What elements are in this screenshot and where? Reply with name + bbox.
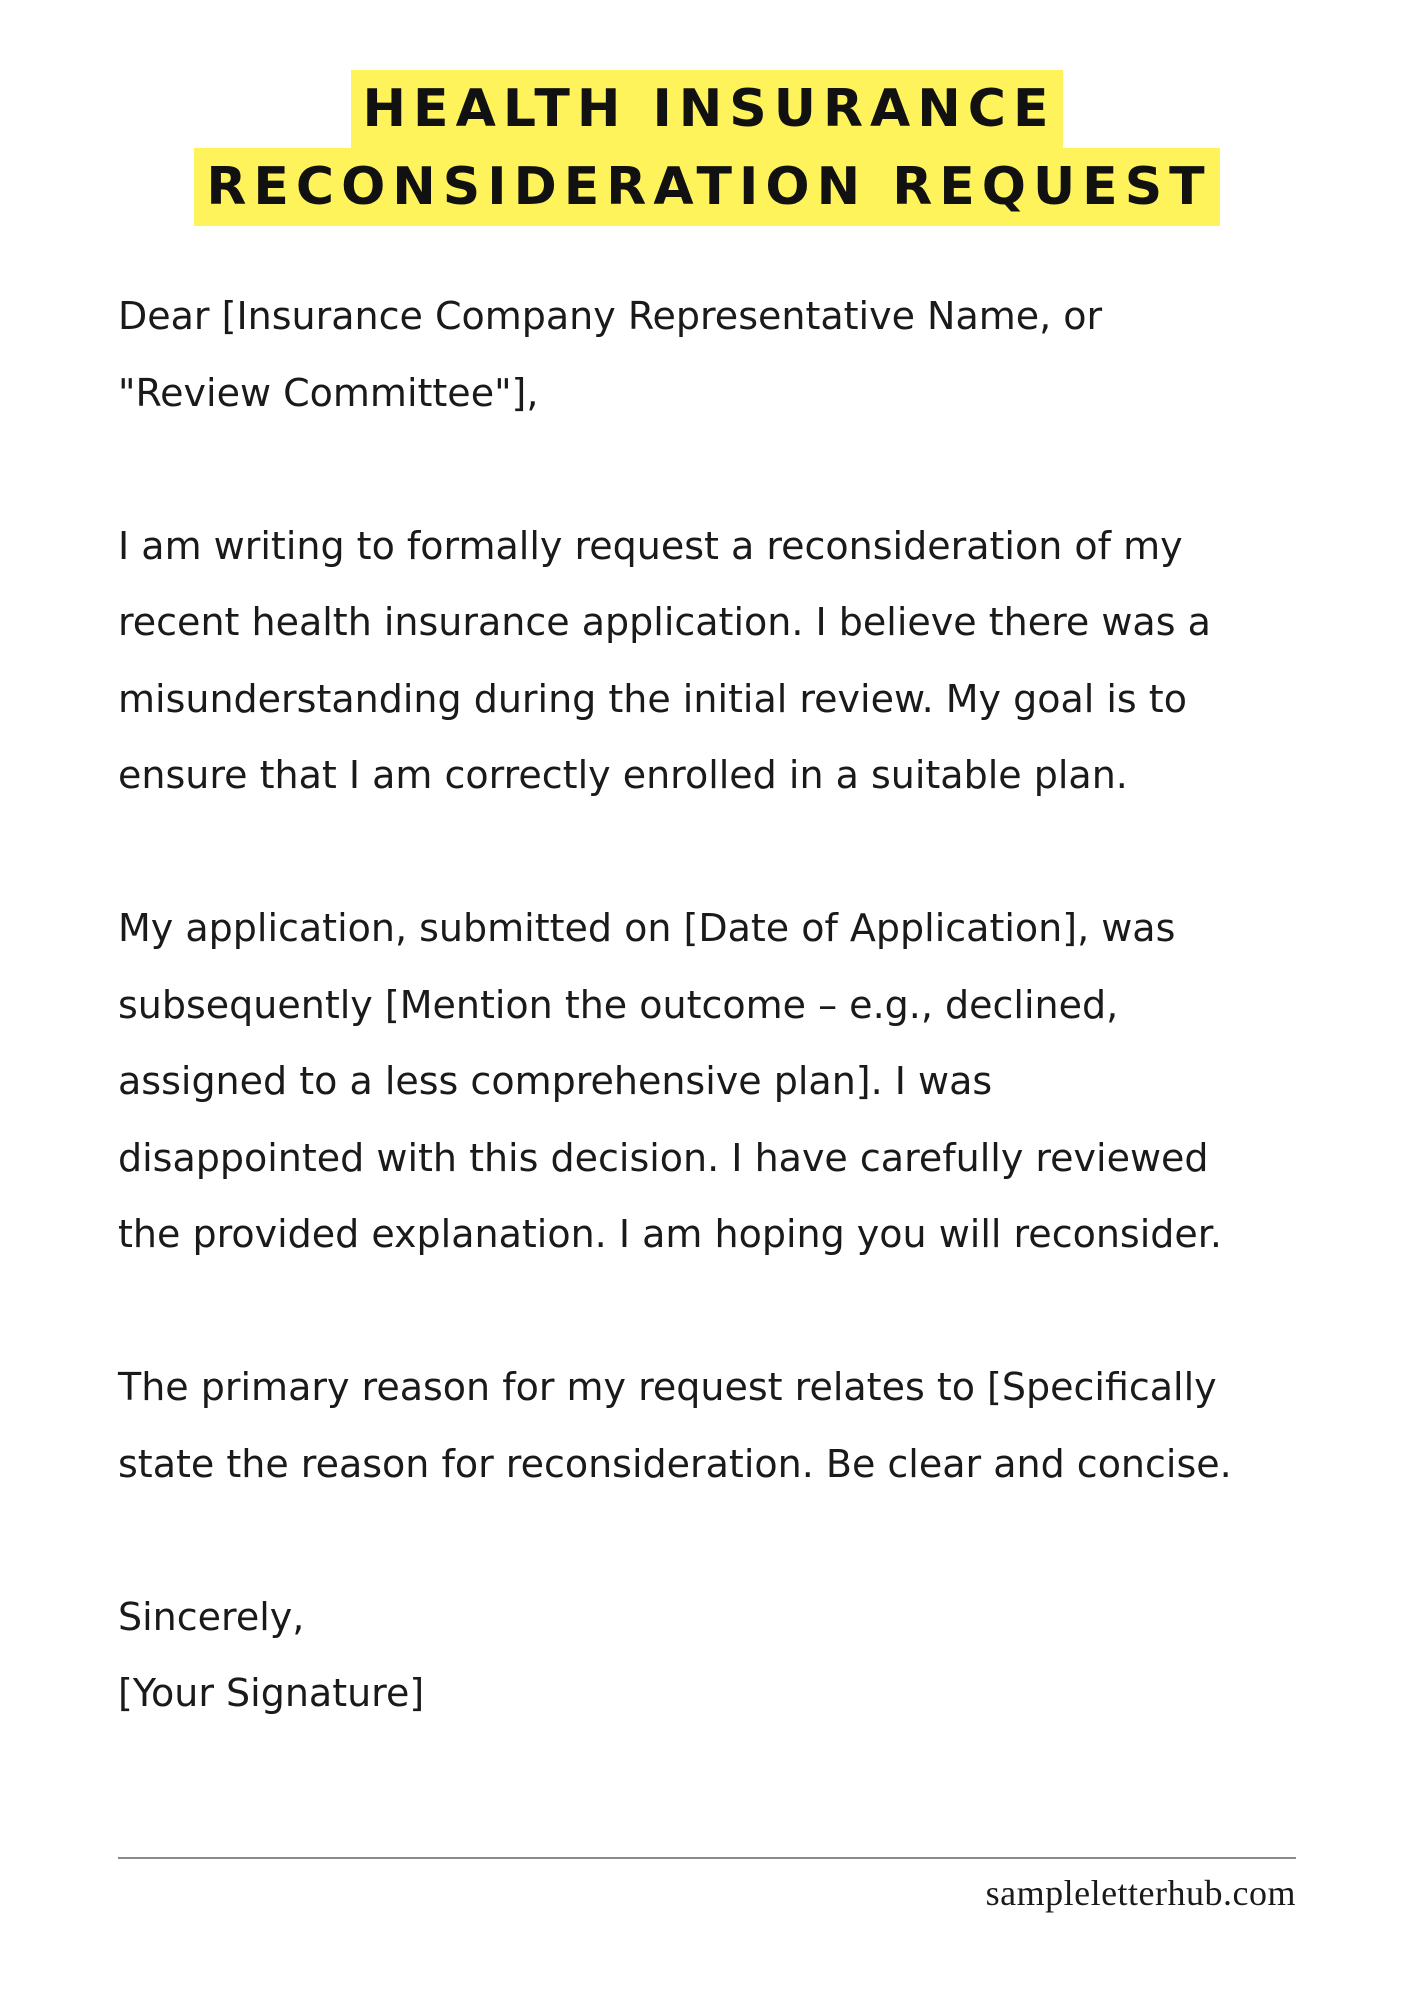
footer-divider: [118, 1857, 1296, 1859]
closing-signature: Sincerely, [Your Signature]: [118, 1594, 425, 1715]
title-line-1: HEALTH INSURANCE: [351, 70, 1064, 148]
footer-site-link[interactable]: sampleletterhub.com: [985, 1873, 1296, 1913]
salutation: Dear [Insurance Company Representative Name, or "Review Committee"],: [118, 294, 1103, 415]
title-line-2: RECONSIDERATION REQUEST: [194, 148, 1219, 226]
paragraph-reason: The primary reason for my request relates to [Specifically state the reason for reconsideration. Be clear and concise.: [118, 1365, 1232, 1486]
paragraph-details: My application, submitted on [Date of Application], was subsequently [Mention the outcome – e.g., declined, assigned to a less comprehensive plan]. I was disappointed with this decision. I have carefully reviewed the provided explanation. I am hoping you will reconsider.: [118, 906, 1222, 1256]
paragraph-intro: I am writing to formally request a reconsideration of my recent health insurance application. I believe there was a misunderstanding during the initial review. My goal is to ensure that I am correctly enrolled in a suitable plan.: [118, 523, 1211, 797]
letter-body: [118, 278, 1348, 1732]
letter-title: [0, 70, 1414, 226]
